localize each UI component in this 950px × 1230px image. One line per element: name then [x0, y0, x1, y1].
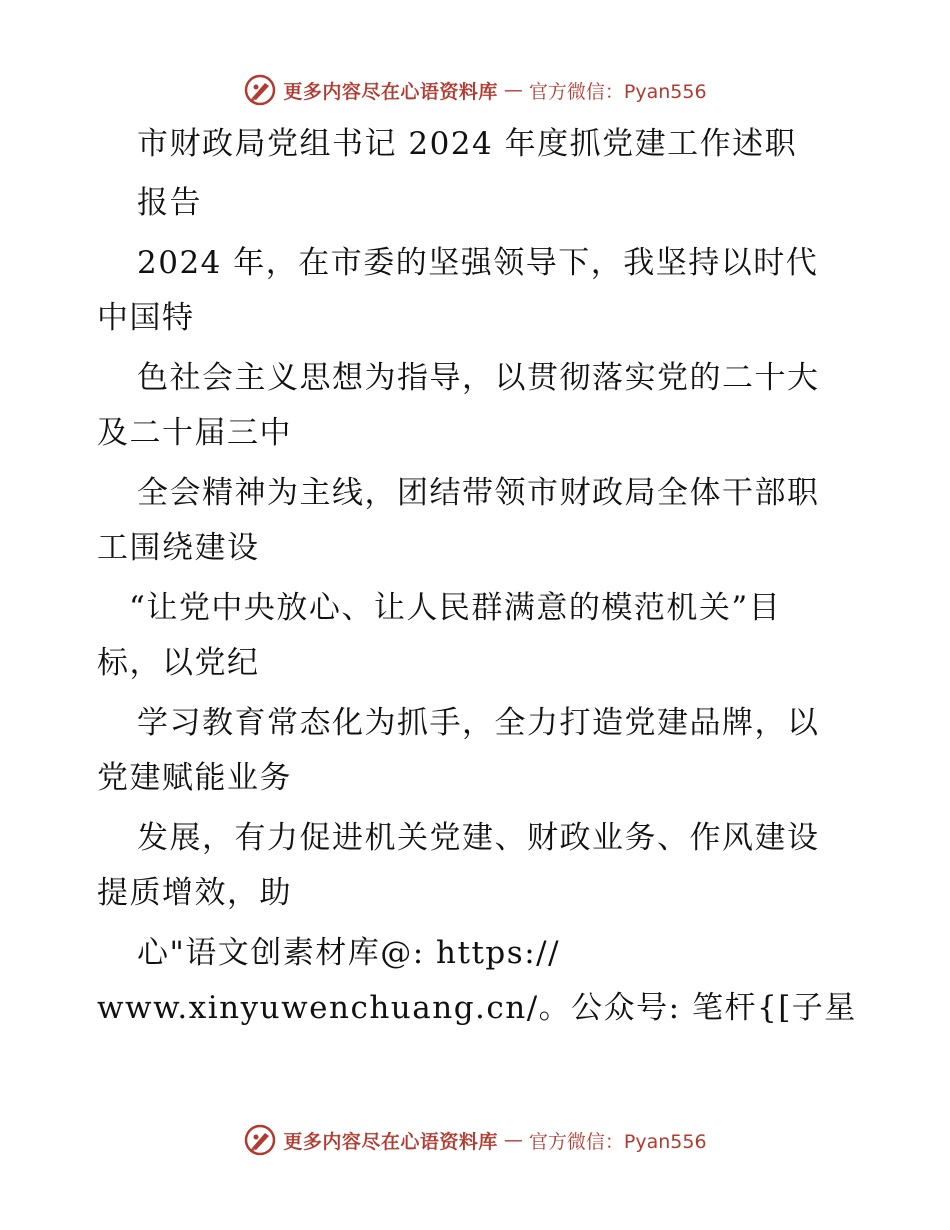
doc-title-line-1: 市财政局党组书记 2024 年度抓党建工作述职 — [137, 126, 798, 162]
doc-line-8: 工围绕建设 — [97, 530, 260, 566]
doc-line-16: www.xinyuwenchuang.cn/。公众号: 笔杆{[子星 — [97, 990, 857, 1026]
footer-banner — [0, 1120, 950, 1160]
doc-line-11: 学习教育常态化为抓手，全力打造党建品牌，以 — [137, 705, 820, 741]
doc-line-12: 党建赋能业务 — [97, 760, 292, 796]
banner-separator: — — [503, 1129, 523, 1151]
doc-line-14: 提质增效，助 — [97, 875, 292, 911]
banner-title: 更多内容尽在心语资料库 — [283, 1130, 498, 1153]
doc-line-15: 心"语文创素材库@: https:// — [137, 935, 561, 971]
document-body — [97, 122, 857, 1031]
doc-title-line-2: 报告 — [137, 185, 202, 221]
doc-line-9: “让党中央放心、让人民群满意的模范机关”目 — [129, 590, 782, 626]
doc-line-10: 标，以党纪 — [97, 645, 260, 681]
doc-line-7: 全会精神为主线，团结带领市财政局全体干部职 — [137, 475, 820, 511]
pen-logo-icon — [243, 73, 277, 107]
pen-logo-icon — [243, 1123, 277, 1157]
banner-contact: 官方微信：Pyan556 — [528, 80, 707, 103]
banner-contact: 官方微信：Pyan556 — [528, 1130, 707, 1153]
doc-line-13: 发展，有力促进机关党建、财政业务、作风建设 — [137, 820, 820, 856]
doc-line-3: 2024 年，在市委的坚强领导下，我坚持以时代 — [137, 245, 819, 281]
header-banner — [0, 70, 950, 110]
doc-line-5: 色社会主义思想为指导，以贯彻落实党的二十大 — [137, 360, 820, 396]
doc-line-4: 中国特 — [97, 300, 195, 336]
banner-title: 更多内容尽在心语资料库 — [283, 80, 498, 103]
doc-line-6: 及二十届三中 — [97, 415, 292, 451]
banner-separator: — — [503, 79, 523, 101]
